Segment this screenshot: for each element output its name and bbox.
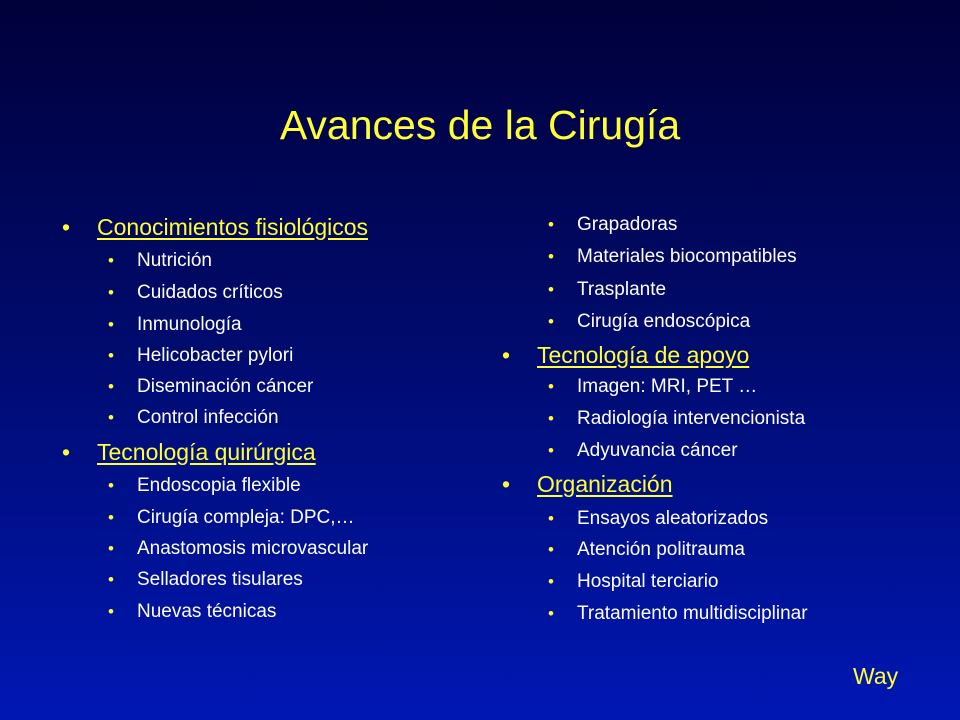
bullet-icon: • — [548, 441, 554, 460]
bullet-icon: • — [108, 346, 114, 365]
list-item-label: Grapadoras — [577, 214, 678, 235]
bullet-icon: • — [548, 280, 554, 299]
bullet-icon: • — [108, 570, 114, 589]
bullet-icon: • — [548, 377, 554, 396]
bullet-icon: • — [548, 312, 554, 331]
section-heading-label: Tecnología de apoyo — [537, 342, 750, 368]
list-item-label: Cirugía endoscópica — [577, 311, 751, 332]
slide-title: Avances de la Cirugía — [279, 102, 681, 148]
bullet-icon: • — [108, 602, 114, 621]
bullet-icon: • — [108, 251, 114, 270]
bullet-icon: • — [108, 476, 114, 495]
bullet-icon: • — [108, 377, 114, 396]
bullet-icon: • — [548, 572, 554, 591]
list-item-label: Inmunología — [137, 314, 242, 335]
bullet-icon: • — [548, 215, 554, 234]
list-item-label: Imagen: MRI, PET … — [577, 376, 758, 397]
bullet-icon: • — [502, 471, 511, 497]
list-item-label: Cirugía compleja: DPC,… — [137, 507, 355, 528]
list-item-label: Trasplante — [577, 279, 667, 300]
list-item-label: Radiología intervencionista — [577, 408, 806, 429]
list-item-label: Selladores tisulares — [137, 569, 303, 590]
list-item-label: Tratamiento multidisciplinar — [577, 603, 808, 624]
bullet-icon: • — [108, 315, 114, 334]
list-item-label: Helicobacter pylori — [137, 345, 294, 366]
bullet-icon: • — [108, 539, 114, 558]
list-item-label: Adyuvancia cáncer — [577, 440, 738, 461]
list-item-label: Ensayos aleatorizados — [577, 508, 769, 529]
list-item-label: Cuidados críticos — [137, 282, 283, 303]
section-heading-label: Tecnología quirúrgica — [97, 439, 316, 465]
bullet-icon: • — [548, 604, 554, 623]
list-item-label: Control infección — [137, 407, 279, 428]
bullet-icon: • — [108, 408, 114, 427]
bullet-icon: • — [548, 509, 554, 528]
list-item-label: Anastomosis microvascular — [137, 538, 369, 559]
list-item-label: Diseminación cáncer — [137, 376, 314, 397]
bullet-icon: • — [548, 409, 554, 428]
section-heading-label: Organización — [537, 471, 673, 497]
list-item-label: Nutrición — [137, 250, 212, 271]
list-item-label: Hospital terciario — [577, 571, 719, 592]
section-heading-label: Conocimientos fisiológicos — [97, 214, 369, 240]
bullet-icon: • — [548, 540, 554, 559]
bullet-icon: • — [548, 247, 554, 266]
bullet-icon: • — [62, 439, 71, 465]
list-item-label: Endoscopia flexible — [137, 475, 301, 496]
list-item-label: Materiales biocompatibles — [577, 246, 797, 267]
author-credit: Way — [853, 663, 899, 689]
list-item-label: Nuevas técnicas — [137, 601, 277, 622]
list-item-label: Atención politrauma — [577, 539, 745, 560]
bullet-icon: • — [62, 214, 71, 240]
bullet-icon: • — [502, 342, 511, 368]
bullet-icon: • — [108, 508, 114, 527]
bullet-icon: • — [108, 283, 114, 302]
